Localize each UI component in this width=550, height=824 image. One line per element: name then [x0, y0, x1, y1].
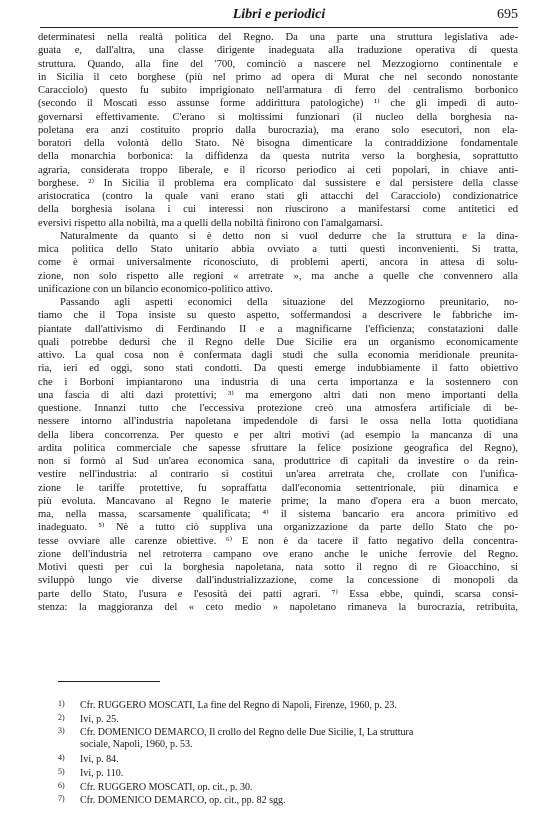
body-line: Naturalmente da quanto si è detto non si vuol dedurre che la struttura e la dina- — [60, 230, 518, 242]
running-title: Libri e periodici — [232, 7, 326, 22]
body-line: parte dello Stato, l'usura e l'esosità dei patti agrari. ⁷⁾ Essa ebbe, quindi, scarsa consi- — [38, 588, 518, 600]
body-line: struttura. Quando, alla fine del '700, cominciò a nascere nel Mezzogiorno continentale e — [38, 58, 518, 70]
body-line: quali potrebbe dedursi che il Regno delle Due Sicilie era un organismo economicamente — [38, 336, 518, 348]
body-text — [38, 31, 518, 614]
body-line: Passando agli aspetti economici della situazione del Mezzogiorno preunitario, no- — [60, 297, 518, 308]
footnote-rule — [58, 681, 160, 682]
footnote-number: 7) — [58, 794, 65, 804]
body-line: ria, ieri ed oggi, sono stati condotti. Da questi emerge indubbiamente il fatto obiettivo — [38, 363, 518, 375]
body-line: poletana era anzi costituito proprio dalla burocrazia), ma erano solo esecutori, non ela- — [38, 124, 518, 136]
footnote-text: Ivi, p. 84. — [80, 754, 119, 765]
body-line: tesse ovviare alle carenze obiettive. ⁶⁾ E non è da tacere il fatto negativo della concentra- — [38, 535, 518, 547]
body-line: non si formò al Sud un'area economica sana, produttrice di capitali da investire o da rein- — [38, 456, 518, 467]
body-line: ma, nella massa, scarsamente qualificata; ⁴⁾ il sistema bancario era ancora primitivo ed — [38, 509, 518, 520]
body-line: mica politica dello Stato unitario abbia ovviato a tutti questi inconvenienti. Si tratta, — [38, 244, 518, 255]
footnote-text: sociale, Napoli, 1960, p. 53. — [80, 738, 193, 750]
header-rule — [40, 27, 518, 28]
footnote — [58, 697, 518, 711]
body-line: borghese. ²⁾ In Sicilia il problema era complicato dal sussistere e dal persistere della classe — [38, 177, 518, 189]
body-line: nessere intorno all'industria napoletana impedendole di farsi le ossa nella lotta quotidiana — [38, 416, 518, 428]
footnote — [58, 724, 518, 738]
body-line: agraria, considerata troppo liberale, e il ricorso periodico ai ceti popolari, in chiave anti- — [38, 164, 518, 176]
footnote — [58, 751, 518, 765]
body-line: che i Borboni impiantarono una industria di una certa importanza e la sostennero con — [38, 376, 518, 388]
body-line: zione, non solo rispetto alle regioni « arretrate », ma anche a quelle che convennero alla — [38, 270, 518, 282]
footnote-number: 6) — [58, 780, 65, 790]
body-line: boratori della volontà dello Stato. Nè bisogna dimenticare la contraddizione fondamentale — [38, 138, 518, 149]
body-line: più evoluta. Mancavano al Regno le materie prime; la mano d'opera era a buon mercato, — [38, 495, 518, 507]
body-line: guata e, dall'altra, una classe dirigente inadeguata alla traduzione operativa di questa — [38, 45, 518, 57]
footnote-number: 4) — [58, 753, 65, 763]
footnote — [58, 711, 518, 725]
body-line: come è ormai universalmente riconosciuto, di problemi aperti, ancora in attesa di solu- — [38, 257, 518, 269]
body-line: piantate dall'attivismo di Ferdinando II e a magnificarne l'efficienza; constatazioni dalle — [38, 323, 518, 335]
body-line: Motivi questi per cui la borghesia napoletana, nata sotto il regno di re Gioacchino, si — [38, 562, 518, 573]
body-line: attivo. La qual cosa non è confermata dagli studi che sulla economia meridionale preunita- — [38, 350, 518, 361]
body-line: governarsi effettivamente. C'erano sì moltissimi funzionari (il nucleo della borghesia na- — [38, 111, 518, 123]
body-line: Caracciolo) questo fu subito imprigionato nell'armatura di ferro del centralismo borbonico — [38, 85, 518, 96]
running-header — [40, 4, 518, 26]
footnote-text: Cfr. RUGGERO MOSCATI, op. cit., p. 30. — [80, 781, 253, 793]
footnote — [58, 738, 518, 752]
footnote — [58, 779, 518, 793]
body-line: stenza: la maggioranza del « ceto medio » napoletano rimaneva la burocrazia, retribuita, — [38, 601, 518, 613]
body-line: vestire nell'industria: al contrario si costituì un'area arretrata che, crollate con l'unifica- — [38, 469, 518, 481]
footnote-text: Cfr. DOMENICO DEMARCO, op. cit., pp. 82 sgg. — [80, 795, 286, 806]
footnote-text: Cfr. RUGGERO MOSCATI, La fine del Regno di Napoli, Firenze, 1960, p. 23. — [80, 700, 397, 711]
footnote-number: 2) — [58, 712, 65, 722]
footnotes — [58, 697, 518, 806]
footnote — [58, 792, 518, 806]
footnote-text: Cfr. DOMENICO DEMARCO, Il crollo del Regno delle Due Sicilie, I, La struttura — [80, 727, 414, 738]
body-line: sviluppò lungo vie diverse dall'industrializzazione, come la concessione di monopoli da — [38, 575, 518, 587]
body-line: tiamo che il Topa insiste su questo aspetto, soffermandosi a descrivere le fabbriche im- — [38, 310, 518, 322]
page-number: 695 — [497, 7, 518, 22]
body-line: unificazione con un bilancio economico-politico attivo. — [38, 283, 273, 295]
footnote-number: 5) — [58, 766, 65, 776]
body-line: in Sicilia il ceto borghese (più nel primo ad opera di Murat che nel secondo nonostante — [38, 71, 518, 83]
body-line: una fascia di alti dazi protettivi; ³⁾ ma emergono altri dati non meno importanti della — [38, 389, 518, 401]
body-line: aristocratica (contro la quale vani erano stati gli attacchi del Caracciolo) condizionatrice — [38, 191, 518, 202]
body-line: eversivi rispetto alla nobiltà, ma a quelli della nobiltà finirono con l'amalgamarsi. — [38, 217, 383, 229]
body-line: zione le tariffe protettive, fu sopraffatta dall'economia settentrionale, più dinamica e — [38, 482, 518, 494]
body-line: determinatesi nella realtà politica del Regno. Da una parte una struttura legislativa ade- — [38, 32, 518, 43]
body-line: (secondo il Moscati esso assunse forme addirittura patologiche) ¹⁾ che gli impedì di auto- — [38, 98, 518, 110]
body-line: della borghesia isolana i cui interessi non riuscirono a manifestarsi come antitetici ed — [38, 204, 518, 216]
body-line: della libera concorrenza. Per questo e per altri motivi (ad esempio la mancanza di una — [38, 429, 518, 441]
footnote — [58, 765, 518, 779]
footnote-number: 1) — [58, 699, 65, 708]
body-line: della monarchia borbonica: la diffidenza da questa nutrita verso la borghesia, soprattutto — [38, 151, 518, 163]
footnote-text: Ivi, p. 25. — [80, 713, 119, 725]
footnote-text: Ivi, p. 110. — [80, 767, 124, 779]
body-line: zione dell'industria nel retroterra campano ove erano anche le uniche ferrovie del Regno. — [38, 548, 518, 560]
body-line: inadeguato. ⁵⁾ Nè a tutto ciò suppliva una organizzazione da parte dello Stato che po- — [38, 522, 518, 534]
body-line: ardita politica commerciale che sapesse sfruttare la felice posizione geografica del Regno), — [38, 442, 518, 454]
footnote-number: 3) — [58, 726, 65, 736]
body-line: questione. Innanzi tutto che l'eccessiva protezione creò una atmosfera artificiale di be- — [38, 403, 518, 414]
